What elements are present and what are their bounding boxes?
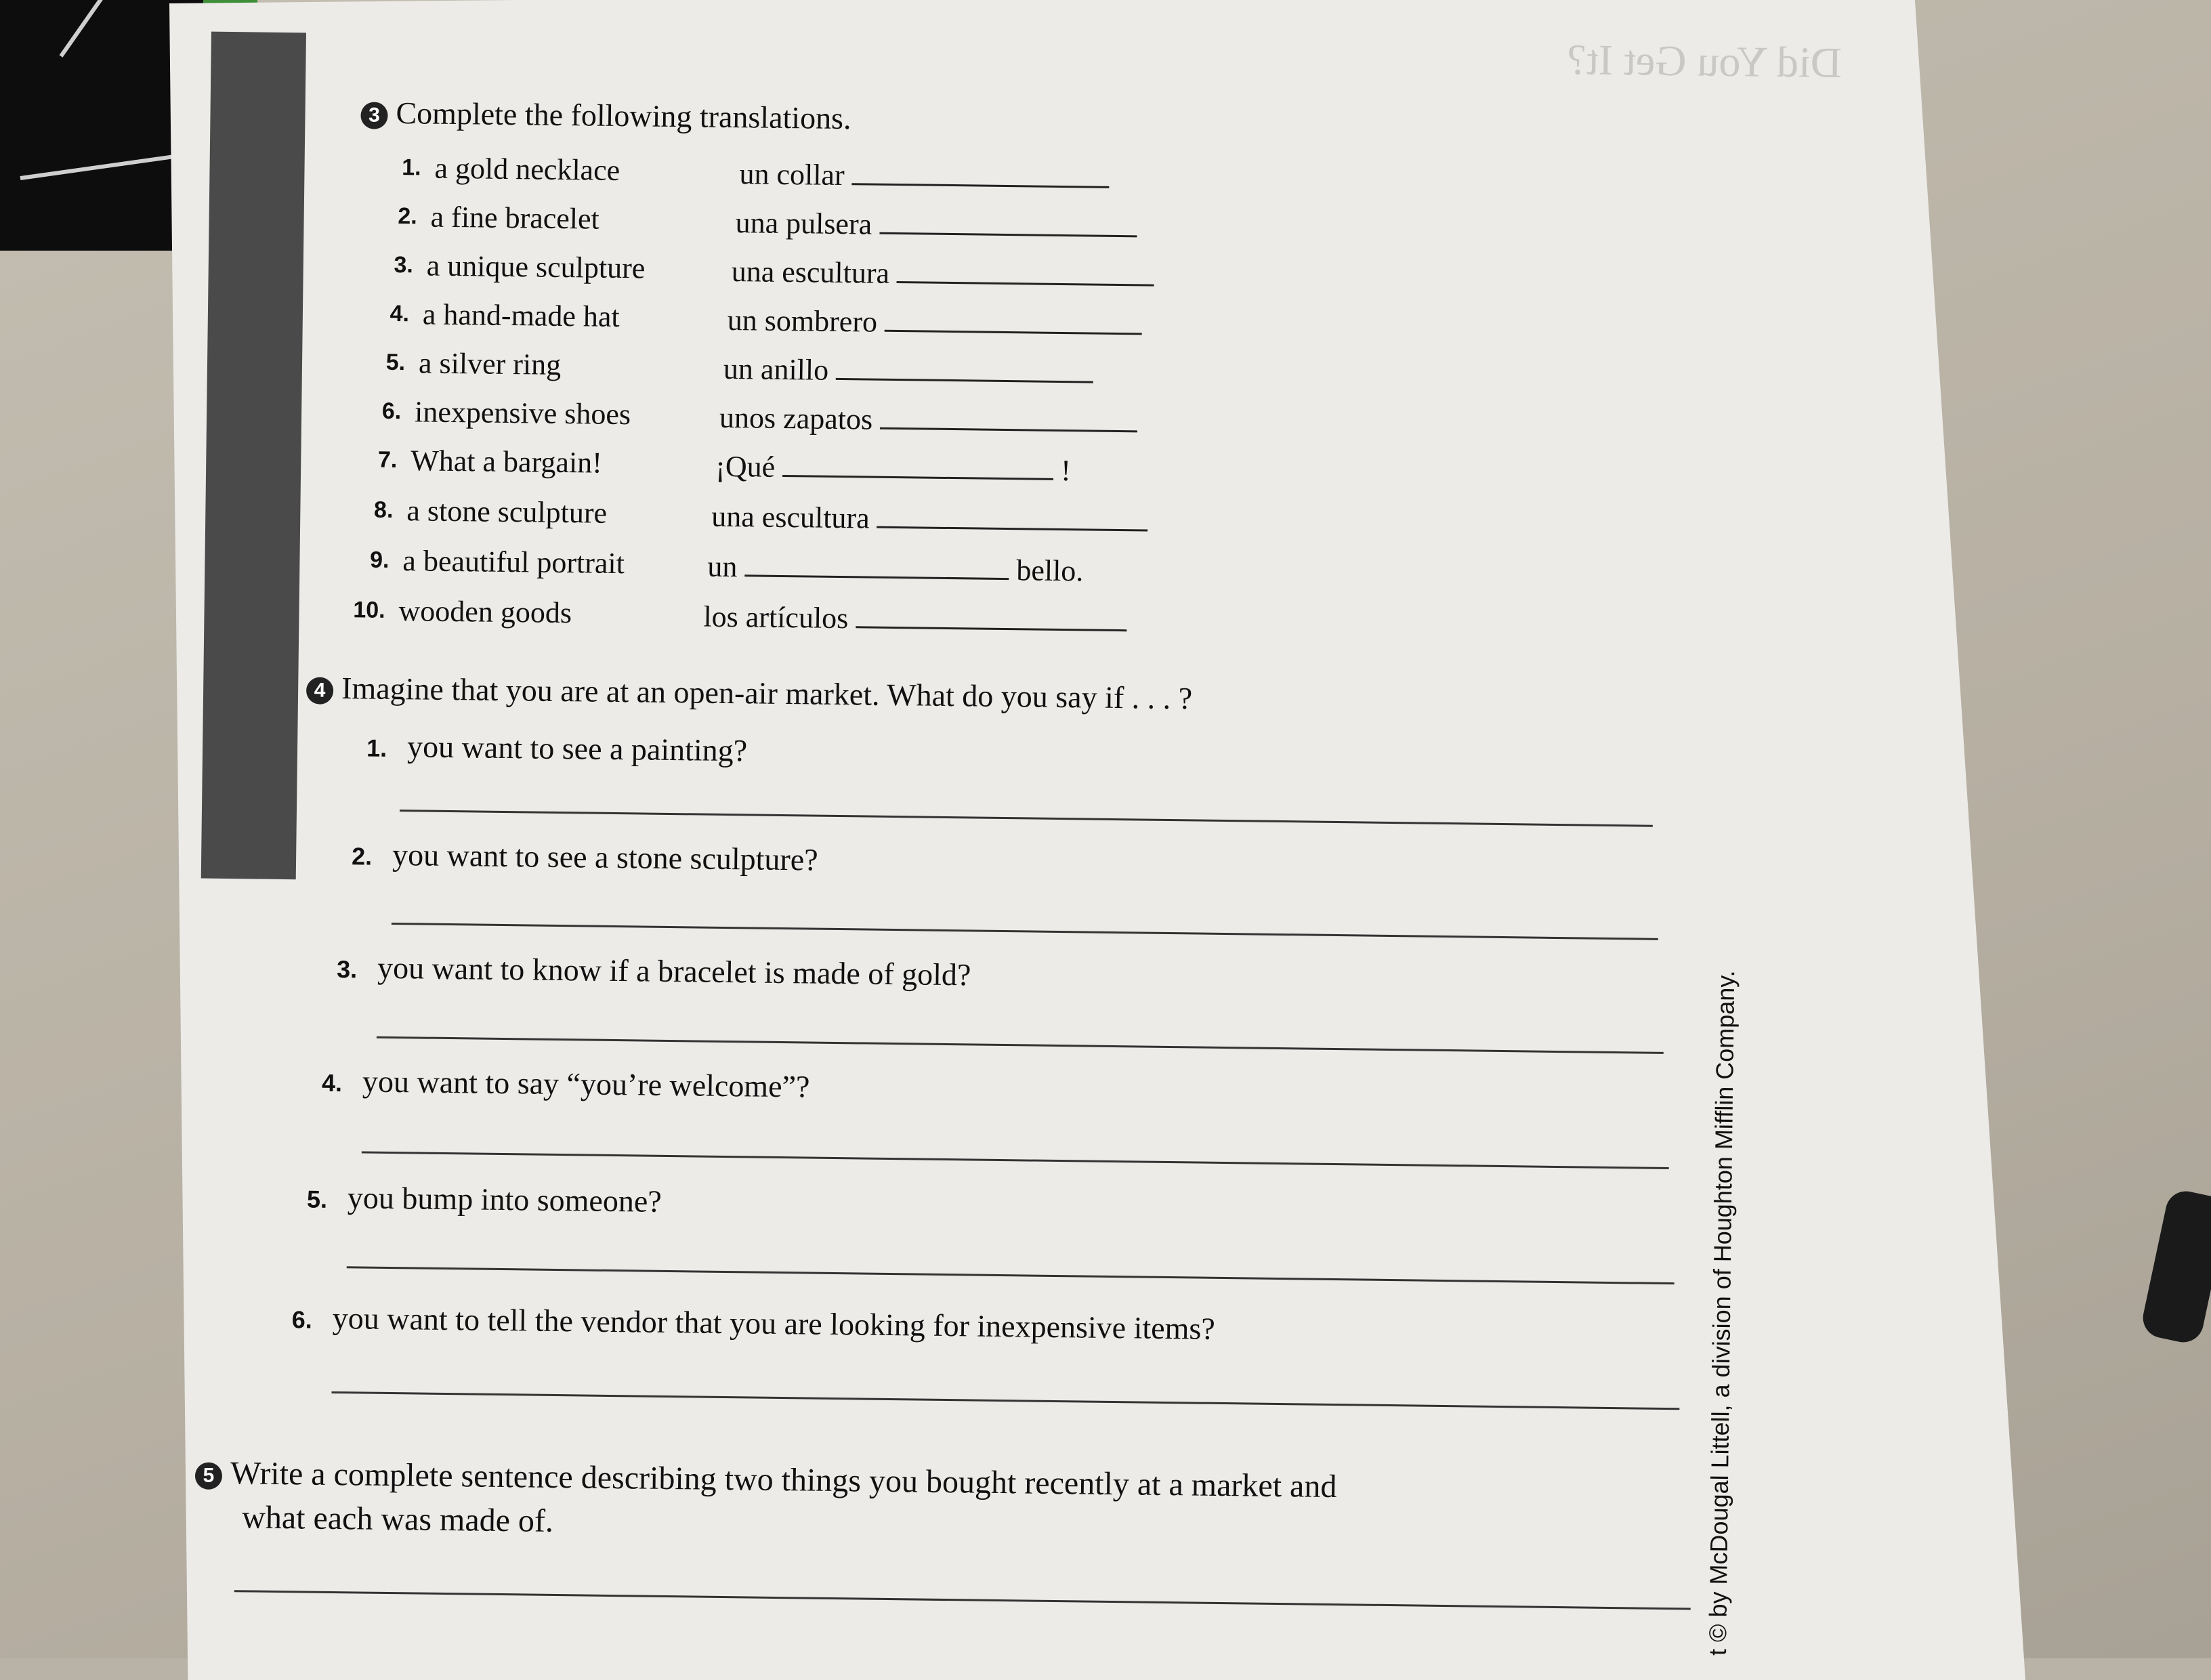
question-4: 4. you want to say “you’re welcome”?	[321, 1064, 810, 1104]
translation-row-7: 7. What a bargain! ¡Qué !	[377, 444, 1072, 488]
section-5-number: 5	[195, 1462, 222, 1489]
translation-blank-4[interactable]	[885, 303, 1142, 335]
translation-blank-2[interactable]	[879, 205, 1137, 238]
section-3-heading	[360, 94, 851, 136]
translation-row-9: 9. a beautiful portrait un bello.	[369, 544, 1084, 588]
section-5-instruction-line2: what each was made of.	[241, 1499, 554, 1539]
section-3-instruction: Complete the following translations.	[396, 95, 851, 136]
question-5: 5. you bump into someone?	[306, 1180, 662, 1219]
section-4-instruction: Imagine that you are at an open-air market. What do you say if . . . ?	[341, 671, 1193, 716]
question-2: 2. you want to see a stone sculpture?	[351, 837, 818, 877]
translation-blank-10[interactable]	[856, 599, 1126, 631]
question-3: 3. you want to know if a bracelet is made of gold?	[336, 950, 971, 992]
translation-blank-3[interactable]	[897, 254, 1154, 287]
answer-line-1[interactable]	[400, 810, 1653, 827]
answer-line-6[interactable]	[331, 1391, 1679, 1410]
translation-blank-9[interactable]	[744, 547, 1009, 580]
answer-line-section-5[interactable]	[234, 1590, 1691, 1610]
translation-blank-1[interactable]	[851, 156, 1109, 188]
translation-row-3: 3. a unique sculpture una escultura	[365, 247, 366, 288]
section-5-instruction-line1: Write a complete sentence describing two things you bought recently at a market and	[230, 1455, 1337, 1505]
translation-blank-8[interactable]	[877, 499, 1147, 532]
translation-row-8: 8. a stone sculpture una escultura	[345, 492, 346, 533]
translation-row-2: 2. a fine bracelet una pulsera	[369, 198, 370, 239]
section-4-number: 4	[306, 677, 333, 705]
translation-row-10: 10. wooden goods los artículos	[337, 593, 338, 633]
bleed-through-header: Did You Get It?	[1567, 35, 1842, 87]
copyright-notice: t © by McDougal Littell, a division of Houghton Mifflin Company.	[1703, 970, 1740, 1656]
answer-line-5[interactable]	[347, 1266, 1675, 1284]
question-1: 1. you want to see a painting?	[366, 729, 748, 768]
section-5-heading	[195, 1454, 1337, 1505]
answer-line-3[interactable]	[377, 1036, 1664, 1054]
translation-blank-7[interactable]	[782, 448, 1053, 480]
translation-blank-5[interactable]	[836, 351, 1093, 383]
answer-line-4[interactable]	[362, 1151, 1669, 1169]
answer-line-2[interactable]	[392, 923, 1658, 940]
section-4-heading	[306, 669, 1193, 716]
section-3-number: 3	[360, 102, 387, 129]
left-margin-bar	[201, 32, 306, 880]
translation-blank-6[interactable]	[880, 400, 1137, 433]
translation-row-1: 1. a gold necklace un collar	[373, 150, 374, 191]
question-6: 6. you want to tell the vendor that you are looking for inexpensive items?	[291, 1300, 1216, 1346]
